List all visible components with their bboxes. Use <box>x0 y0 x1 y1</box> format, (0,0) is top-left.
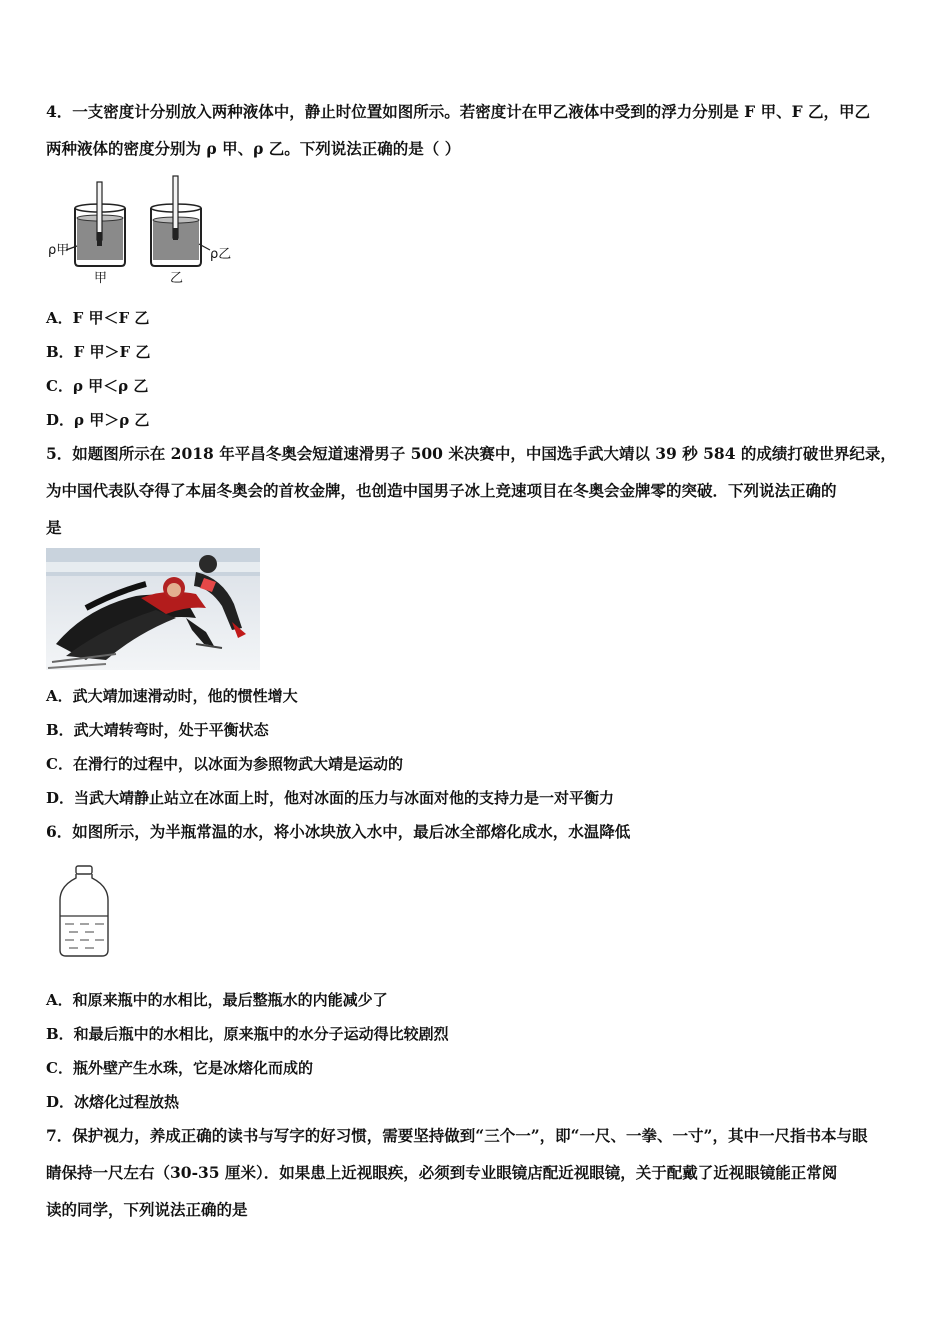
q5-option-c: C．在滑行的过程中，以冰面为参照物武大靖是运动的 <box>46 755 403 773</box>
q4-option-c: C．ρ 甲＜ρ 乙 <box>46 377 149 395</box>
q4-stem-line1: 4．一支密度计分别放入两种液体中，静止时位置如图所示。若密度计在甲乙液体中受到的浮力分别是 F 甲、F 乙，甲乙 <box>46 102 870 121</box>
q5-option-b: B．武大靖转弯时，处于平衡状态 <box>46 721 269 739</box>
q5-option-d: D．当武大靖静止站立在冰面上时，他对冰面的压力与冰面对他的支持力是一对平衡力 <box>46 789 615 807</box>
speed-skating-photo <box>46 548 260 670</box>
water-bottle-figure <box>52 864 116 962</box>
q4-option-b: B．F 甲＞F 乙 <box>46 343 151 361</box>
caption-yi: 乙 <box>170 271 184 286</box>
q7-stem-line3: 读的同学，下列说法正确的是 <box>46 1200 248 1219</box>
q7-stem-line2: 睛保持一尺左右（30-35 厘米）．如果患上近视眼疾，必须到专业眼镜店配近视眼镜，关于配戴了近视眼镜能正常阅 <box>46 1163 838 1182</box>
beaker-jia <box>66 182 125 266</box>
q6-stem-line1: 6．如图所示，为半瓶常温的水，将小冰块放入水中，最后冰全部熔化成水，水温降低 <box>46 822 631 841</box>
q5-stem-line3: 是 <box>46 518 62 537</box>
hydrometer-figure <box>44 172 234 290</box>
q4-option-a: A．F 甲＜F 乙 <box>46 309 150 327</box>
q6-option-d: D．冰熔化过程放热 <box>46 1093 180 1111</box>
label-rho-yi: ρ乙 <box>210 247 232 262</box>
label-rho-jia: ρ甲 <box>48 243 70 258</box>
q6-option-c: C．瓶外壁产生水珠，它是冰熔化而成的 <box>46 1059 313 1077</box>
q5-stem-line1: 5．如题图所示在 2018 年平昌冬奥会短道速滑男子 500 米决赛中，中国选手武大靖以 39 秒 584 的成绩打破世界纪录， <box>46 444 896 463</box>
q5-stem-line2: 为中国代表队夺得了本届冬奥会的首枚金牌，也创造中国男子冰上竞速项目在冬奥会金牌零的突破．下列说法正确的 <box>46 481 837 500</box>
q4-stem-line2: 两种液体的密度分别为 ρ 甲、ρ 乙。下列说法正确的是（ ） <box>46 139 461 158</box>
q7-stem-line1: 7．保护视力，养成正确的读书与写字的好习惯，需要坚持做到“三个一”，即“一尺、一拳、一寸”，其中一尺指书本与眼 <box>46 1126 868 1145</box>
q5-option-a: A．武大靖加速滑动时，他的惯性增大 <box>46 687 298 705</box>
caption-jia: 甲 <box>94 271 108 286</box>
q6-option-a: A．和原来瓶中的水相比，最后整瓶水的内能减少了 <box>46 991 388 1009</box>
q6-option-b: B．和最后瓶中的水相比，原来瓶中的水分子运动得比较剧烈 <box>46 1025 449 1043</box>
beaker-yi <box>151 176 210 266</box>
q4-option-d: D．ρ 甲＞ρ 乙 <box>46 411 150 429</box>
